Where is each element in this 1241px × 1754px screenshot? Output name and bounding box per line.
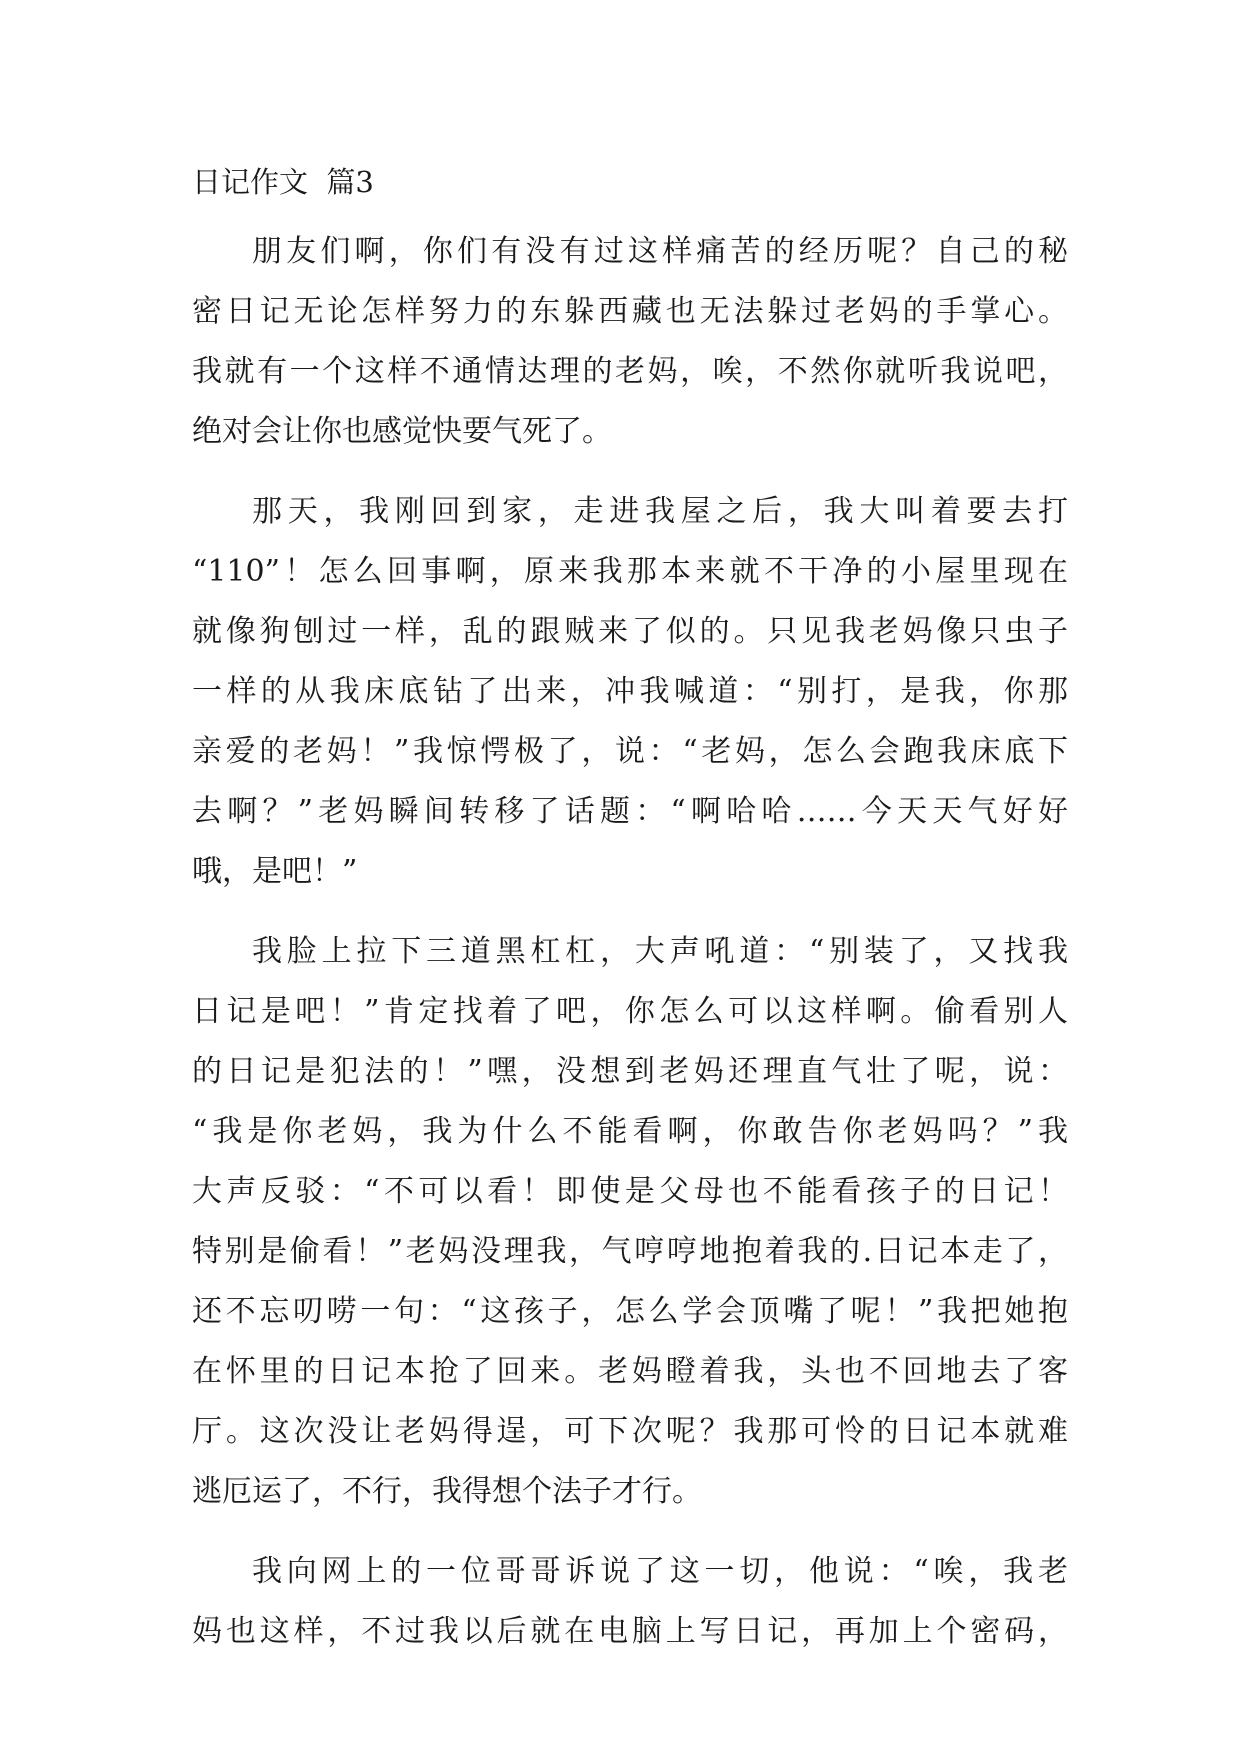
text-line: 绝对会让你也感觉快要气死了。 (192, 414, 612, 449)
text-line: “我是你老妈，我为什么不能看啊，你敢告你老妈吗？”我 (192, 1114, 1068, 1149)
text-line: 就像狗刨过一样，乱的跟贼来了似的。只见我老妈像只虫子 (192, 614, 1068, 649)
paragraph (192, 482, 1068, 902)
text-line: 朋友们啊，你们有没有过这样痛苦的经历呢？自己的秘 (252, 234, 1068, 269)
paragraph (192, 1542, 1068, 1662)
text-line: 妈也这样，不过我以后就在电脑上写日记，再加上个密码， (192, 1614, 1068, 1649)
text-line: 还不忘叨唠一句：“这孩子，怎么学会顶嘴了呢！”我把她抱 (192, 1294, 1068, 1329)
document-title: 日记作文 篇3 (192, 165, 374, 199)
text-line: 哦，是吧！” (192, 854, 358, 889)
text-line: 我就有一个这样不通情达理的老妈，唉，不然你就听我说吧， (192, 354, 1068, 389)
text-line: 一样的从我床底钻了出来，冲我喊道：“别打，是我，你那 (192, 674, 1068, 709)
document-body (192, 162, 1068, 1662)
text-line: 我脸上拉下三道黑杠杠，大声吼道：“别装了，又找我 (252, 934, 1068, 969)
text-line: 日记是吧！”肯定找着了吧，你怎么可以这样啊。偷看别人 (192, 994, 1068, 1029)
text-line: 去啊？”老妈瞬间转移了话题：“啊哈哈……今天天气好好 (192, 794, 1068, 829)
text-line: 特别是偷看！”老妈没理我，气哼哼地抱着我的.日记本走了， (192, 1234, 1068, 1269)
text-line: 我向网上的一位哥哥诉说了这一切，他说：“唉，我老 (252, 1554, 1068, 1589)
text-line: 在怀里的日记本抢了回来。老妈瞪着我，头也不回地去了客 (192, 1354, 1068, 1389)
text-line: 逃厄运了，不行，我得想个法子才行。 (192, 1474, 702, 1509)
text-line: 的日记是犯法的！”嘿，没想到老妈还理直气壮了呢，说： (192, 1054, 1068, 1089)
text-line: 亲爱的老妈！”我惊愕极了，说：“老妈，怎么会跑我床底下 (192, 734, 1068, 769)
paragraph (192, 222, 1068, 462)
text-line: 厅。这次没让老妈得逞，可下次呢？我那可怜的日记本就难 (192, 1414, 1068, 1449)
text-line: 那天，我刚回到家，走进我屋之后，我大叫着要去打 (252, 494, 1068, 529)
text-line: 密日记无论怎样努力的东躲西藏也无法躲过老妈的手掌心。 (192, 294, 1068, 329)
paragraph (192, 922, 1068, 1522)
text-line: 大声反驳：“不可以看！即使是父母也不能看孩子的日记！ (192, 1174, 1068, 1209)
text-line: “110”！怎么回事啊，原来我那本来就不干净的小屋里现在 (192, 554, 1068, 589)
